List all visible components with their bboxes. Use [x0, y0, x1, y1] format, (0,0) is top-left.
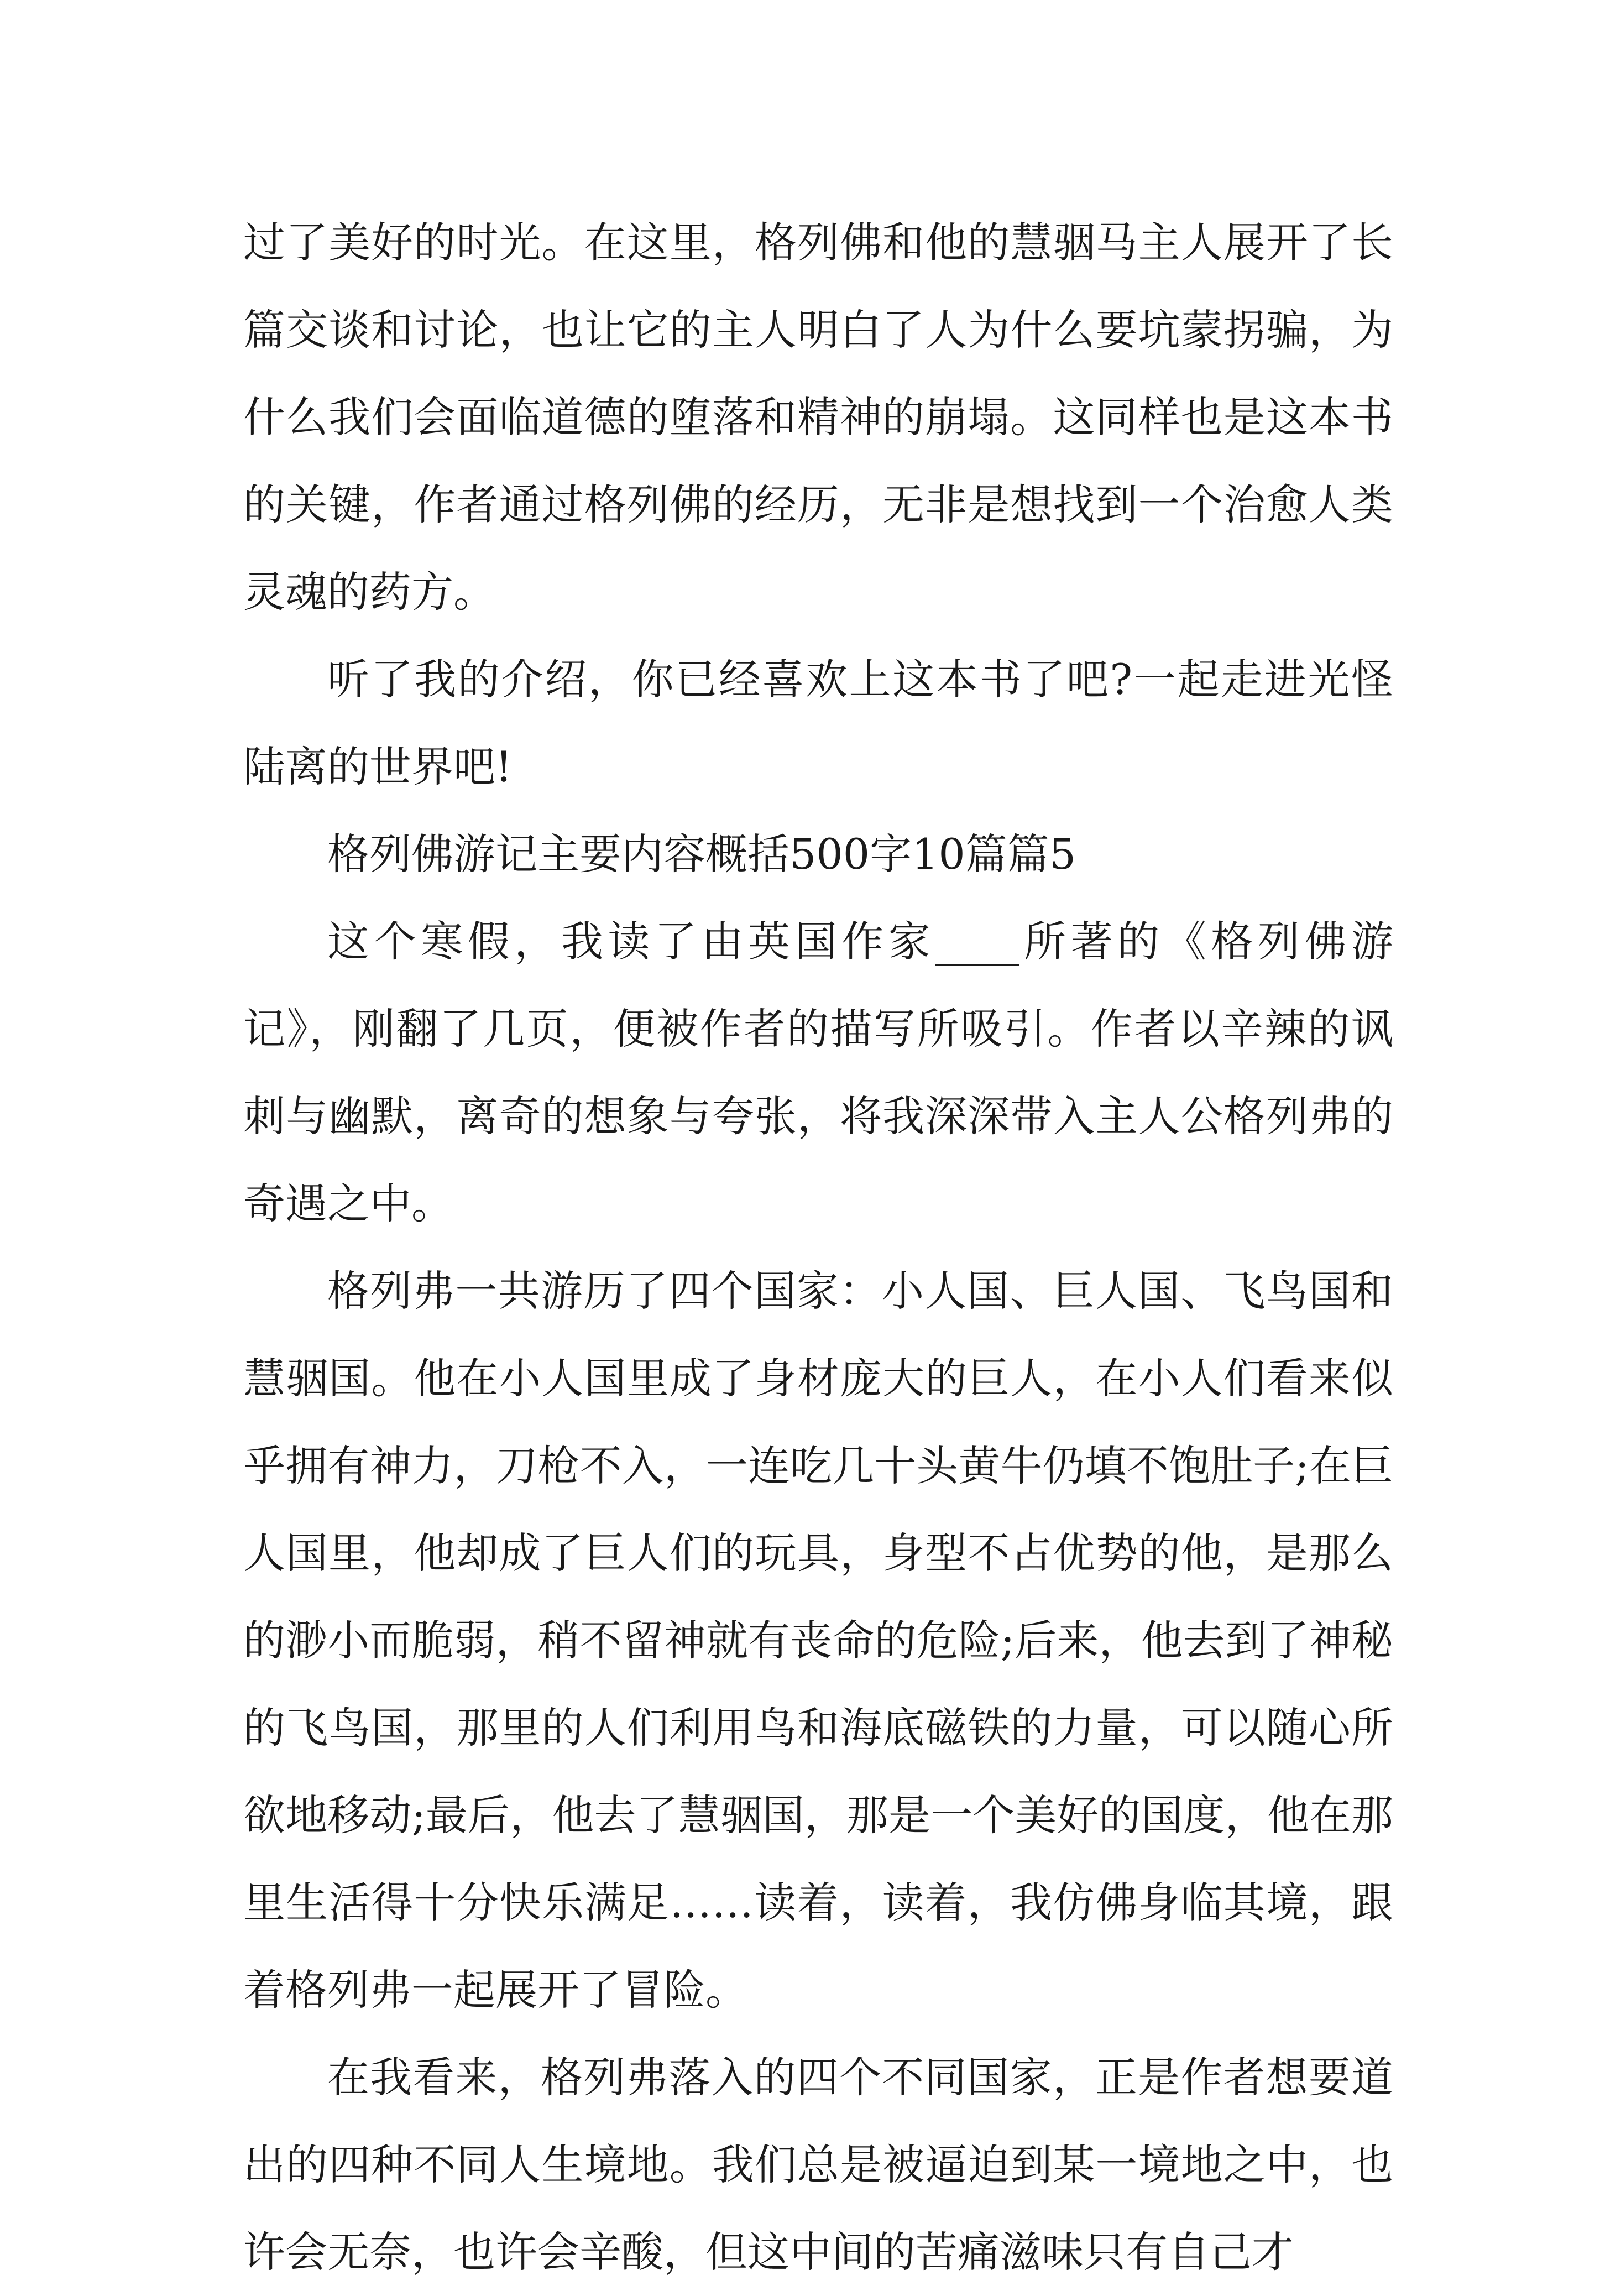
- paragraph-invitation: 听了我的介绍，你已经喜欢上这本书了吧?一起走进光怪陆离的世界吧!: [243, 655, 1393, 791]
- paragraph-winter-break: 这个寒假，我读了由英国作家____所著的《格列佛游记》，刚翻了几页，便被作者的描写所吸引。作者以辛辣的讽刺与幽默，离奇的想象与夸张，将我深深带入主人公格列弗的奇遇之中。: [243, 917, 1393, 1228]
- document-body: [243, 199, 1393, 2296]
- section-heading: 格列佛游记主要内容概括500字10篇篇5: [327, 829, 1076, 879]
- paragraph-four-countries: 格列弗一共游历了四个国家：小人国、巨人国、飞鸟国和慧骃国。他在小人国里成了身材庞大的巨人，在小人们看来似乎拥有神力，刀枪不入，一连吃几十头黄牛仍填不饱肚子;在巨人国里，他却成了巨人们的玩具，身型不占优势的他，是那么的渺小而脆弱，稍不留神就有丧命的危险;后来，他去到了神秘的飞鸟国，那里的人们利用鸟和海底磁铁的力量，可以随心所欲地移动;最后，他去了慧骃国，那是一个美好的国度，他在那里生活得十分快乐满足……读着，读着，我仿佛身临其境，跟着格列弗一起展开了冒险。: [243, 1266, 1393, 2015]
- paragraph-life-situations: 在我看来，格列弗落入的四个不同国家，正是作者想要道出的四种不同人生境地。我们总是被逼迫到某一境地之中，也许会无奈，也许会辛酸，但这中间的苦痛滋味只有自己才: [243, 2053, 1393, 2277]
- paragraph-continued: 过了美好的时光。在这里，格列佛和他的慧骃马主人展开了长篇交谈和讨论，也让它的主人明白了人为什么要坑蒙拐骗，为什么我们会面临道德的堕落和精神的崩塌。这同样也是这本书的关键，作者通过格列佛的经历，无非是想找到一个治愈人类灵魂的药方。: [243, 218, 1393, 617]
